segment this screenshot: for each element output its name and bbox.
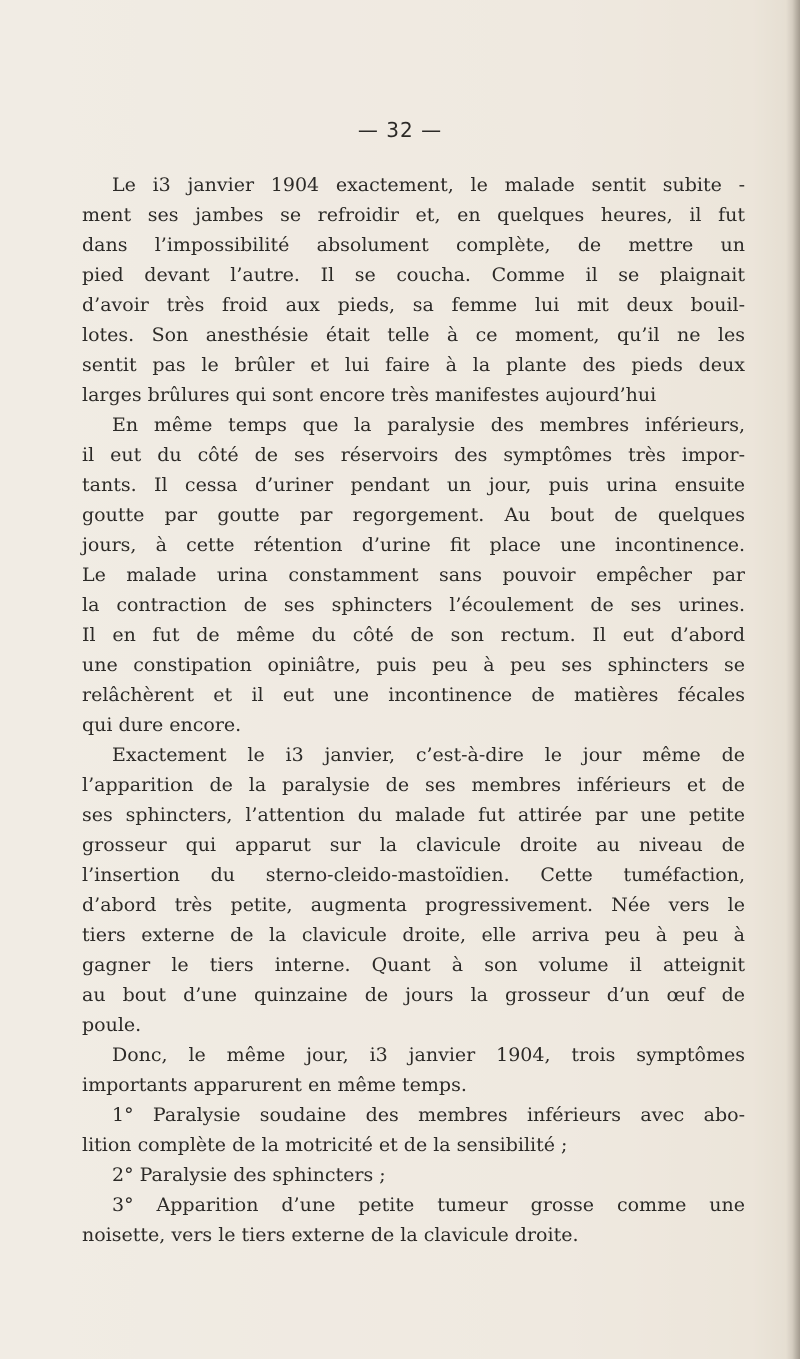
text-line: d’abord très petite, augmenta progressivement. Née vers le <box>82 894 745 916</box>
page-edge-shadow <box>786 0 800 1359</box>
text-line: tiers externe de la clavicule droite, elle arriva peu à peu à <box>82 924 745 946</box>
text-line: jours, à cette rétention d’urine fit place une incontinence. <box>82 534 745 556</box>
text-line: grosseur qui apparut sur la clavicule droite au niveau de <box>82 834 745 856</box>
text-line: une constipation opiniâtre, puis peu à peu ses sphincters se <box>82 654 745 676</box>
page-number: — 32 — <box>357 118 443 142</box>
text-line: l’insertion du sterno-cleido-mastoïdien. Cette tuméfaction, <box>82 864 745 886</box>
text-line: relâchèrent et il eut une incontinence de matières fécales <box>82 684 745 706</box>
text-line: poule. <box>82 1014 142 1036</box>
text-line: 3° Apparition d’une petite tumeur grosse comme une <box>112 1194 745 1216</box>
text-line: au bout d’une quinzaine de jours la grosseur d’un œuf de <box>82 984 745 1006</box>
text-line: goutte par goutte par regorgement. Au bout de quelques <box>82 504 745 526</box>
body-text <box>82 170 745 1250</box>
text-line: 1° Paralysie soudaine des membres inférieurs avec abo- <box>112 1104 745 1126</box>
text-line: lotes. Son anesthésie était telle à ce moment, qu’il ne les <box>82 324 745 346</box>
text-line: la contraction de ses sphincters l’écoulement de ses urines. <box>82 594 745 616</box>
text-line: larges brûlures qui sont encore très manifestes aujourd’hui <box>82 384 657 406</box>
text-line: ses sphincters, l’attention du malade fut attirée par une petite <box>82 804 745 826</box>
text-line: 2° Paralysie des sphincters ; <box>112 1164 386 1186</box>
text-line: lition complète de la motricité et de la sensibilité ; <box>82 1134 568 1156</box>
text-line: Donc, le même jour, i3 janvier 1904, trois symptômes <box>112 1044 745 1066</box>
text-line: dans l’impossibilité absolument complète, de mettre un <box>82 234 745 256</box>
text-line: pied devant l’autre. Il se coucha. Comme il se plaignait <box>82 264 745 286</box>
text-line: il eut du côté de ses réservoirs des symptômes très impor- <box>82 444 745 466</box>
text-line: sentit pas le brûler et lui faire à la plante des pieds deux <box>82 354 745 376</box>
text-line: En même temps que la paralysie des membres inférieurs, <box>112 414 745 436</box>
text-line: l’apparition de la paralysie de ses membres inférieurs et de <box>82 774 745 796</box>
text-line: d’avoir très froid aux pieds, sa femme lui mit deux bouil- <box>82 294 745 316</box>
text-line: Exactement le i3 janvier, c’est-à-dire le jour même de <box>112 744 745 766</box>
text-line: Le malade urina constamment sans pouvoir empêcher par <box>82 564 745 586</box>
text-line: qui dure encore. <box>82 714 242 736</box>
text-line: gagner le tiers interne. Quant à son volume il atteignit <box>82 954 745 976</box>
text-line: noisette, vers le tiers externe de la clavicule droite. <box>82 1224 579 1246</box>
text-line: tants. Il cessa d’uriner pendant un jour, puis urina ensuite <box>82 474 745 496</box>
text-line: Il en fut de même du côté de son rectum. Il eut d’abord <box>82 624 745 646</box>
text-line: importants apparurent en même temps. <box>82 1074 467 1096</box>
text-line: Le i3 janvier 1904 exactement, le malade sentit subite - <box>112 174 745 196</box>
text-line: ment ses jambes se refroidir et, en quelques heures, il fut <box>82 204 745 226</box>
